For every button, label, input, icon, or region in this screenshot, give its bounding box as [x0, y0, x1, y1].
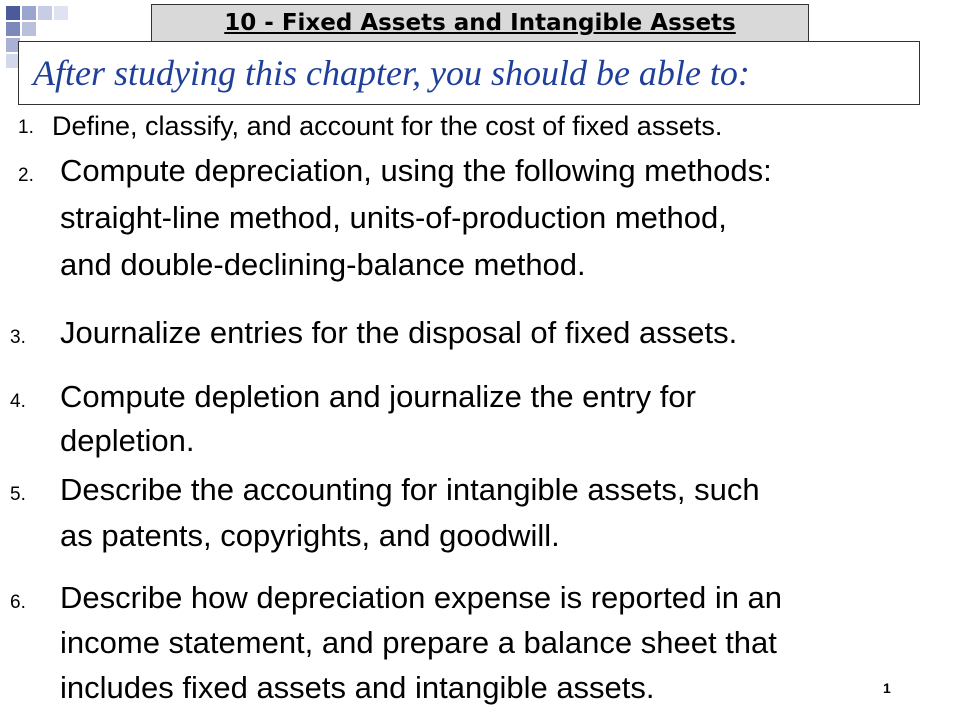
objective-line: straight-line method, units-of-production method, [60, 200, 727, 235]
objective-line: Describe how depreciation expense is reported in an [60, 580, 783, 615]
objective-line: income statement, and prepare a balance sheet that [60, 625, 777, 660]
objective-number: 3. [10, 327, 26, 348]
objective-number: 4. [10, 391, 26, 412]
objective-number: 6. [10, 592, 26, 613]
slide-subtitle: After studying this chapter, you should be able to: [33, 53, 750, 93]
deco-square [6, 6, 20, 20]
deco-square [22, 6, 36, 20]
objective-line: and double-declining-balance method. [60, 247, 586, 282]
objective-line: includes fixed assets and intangible assets. [60, 670, 655, 705]
objective-line: Compute depreciation, using the following methods: [60, 153, 772, 188]
slide-title: 10 - Fixed Assets and Intangible Assets [224, 10, 736, 36]
objective-line: Define, classify, and account for the cost of fixed assets. [52, 111, 723, 141]
deco-square [22, 22, 36, 36]
deco-square [54, 6, 68, 20]
objective-line: depletion. [60, 423, 195, 458]
objective-line: as patents, copyrights, and goodwill. [60, 518, 560, 553]
deco-square [38, 6, 52, 20]
objective-number: 1. [18, 117, 34, 138]
page-number: 1 [883, 680, 891, 696]
slide-title-box [151, 4, 809, 42]
objective-number: 5. [10, 484, 26, 505]
objective-line: Journalize entries for the disposal of fixed assets. [60, 315, 738, 350]
deco-square [6, 22, 20, 36]
objective-number: 2. [18, 165, 34, 186]
objective-line: Compute depletion and journalize the entry for [60, 379, 696, 414]
objective-line: Describe the accounting for intangible assets, such [60, 472, 760, 507]
subtitle-box [18, 41, 920, 105]
